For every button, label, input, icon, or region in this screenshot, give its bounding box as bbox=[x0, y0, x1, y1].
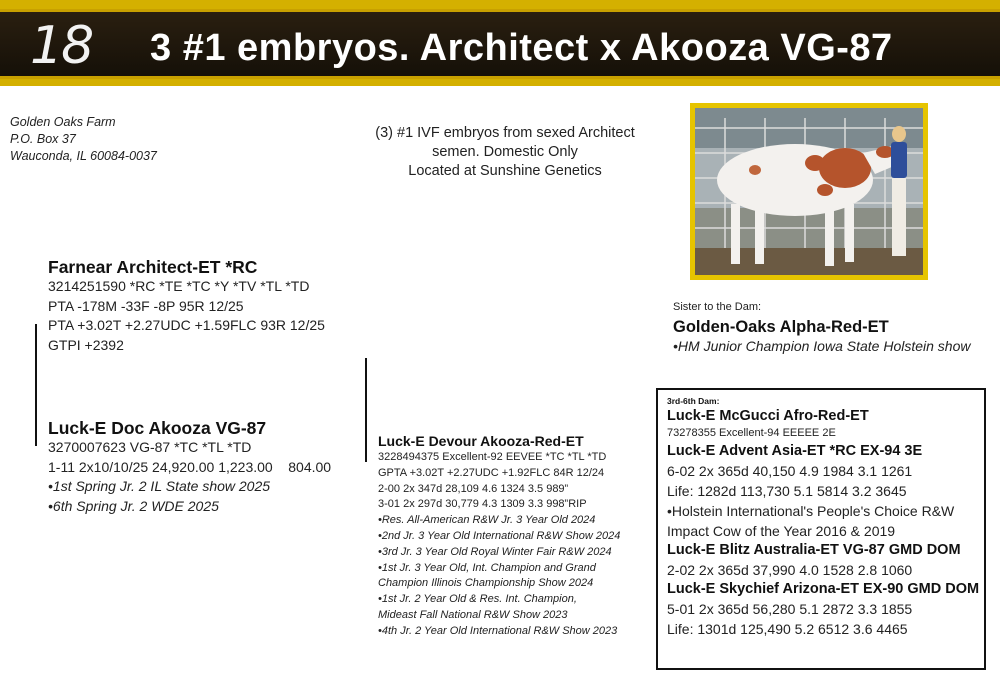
dam-line: 3270007623 VG-87 *TC *TL *TD bbox=[48, 439, 252, 455]
consignor-address-line: P.O. Box 37 bbox=[10, 132, 76, 146]
sister-name: Golden-Oaks Alpha-Red-ET bbox=[673, 318, 889, 336]
fourth-dam-line: Life: 1282d 113,730 5.1 5814 3.2 3645 bbox=[667, 483, 907, 499]
sixth-dam-line: 5-01 2x 365d 56,280 5.1 2872 3.3 1855 bbox=[667, 601, 913, 617]
lot-title: 3 #1 embryos. Architect x Akooza VG-87 bbox=[150, 27, 893, 69]
mgd-line: GPTA +3.02T +2.27UDC +1.92FLC 84R 12/24 bbox=[378, 466, 605, 479]
fourth-dam-line: 6-02 2x 365d 40,150 4.9 1984 3.1 1261 bbox=[667, 463, 913, 479]
consignor-city-line: Wauconda, IL 60084-0037 bbox=[10, 149, 157, 163]
mgd-line: 3228494375 Excellent-92 EEVEE *TC *TL *TD bbox=[378, 451, 607, 463]
further-dams-box bbox=[656, 388, 986, 670]
mgd-name: Luck-E Devour Akooza-Red-ET bbox=[378, 433, 584, 449]
pedigree-connector-line bbox=[35, 324, 37, 446]
mgd-line: 2-00 2x 347d 28,109 4.6 1324 3.5 989” bbox=[378, 482, 569, 495]
offering-line: Located at Sunshine Genetics bbox=[408, 163, 602, 179]
third-dam-line: 73278355 Excellent-94 EEEEE 2E bbox=[667, 427, 836, 439]
consignor-block bbox=[10, 114, 157, 165]
mgd-achievement: Champion Illinois Championship Show 2024 bbox=[378, 577, 594, 590]
mgd-achievement: Mideast Fall National R&W Show 2023 bbox=[378, 608, 568, 621]
sixth-dam-line: Life: 1301d 125,490 5.2 6512 3.6 4465 bbox=[667, 621, 908, 637]
offering-description bbox=[330, 124, 680, 181]
sire-block bbox=[48, 257, 325, 355]
cow-photo-frame bbox=[690, 103, 928, 280]
mgd-line: 3-01 2x 297d 30,779 4.3 1309 3.3 998”RIP bbox=[378, 498, 587, 511]
mgd-achievement: •3rd Jr. 3 Year Old Royal Winter Fair R&W 2024 bbox=[378, 545, 612, 558]
dam-line: •1st Spring Jr. 2 IL State show 2025 bbox=[48, 478, 271, 494]
sire-line: PTA +3.02T +2.27UDC +1.59FLC 93R 12/25 bbox=[48, 317, 325, 333]
dam-name: Luck-E Doc Akooza VG-87 bbox=[48, 418, 267, 438]
maternal-grand-dam-block bbox=[378, 433, 620, 640]
mgd-achievement: •1st Jr. 2 Year Old & Res. Int. Champion, bbox=[378, 593, 577, 606]
sister-note: •HM Junior Champion Iowa State Holstein show bbox=[673, 338, 971, 354]
fourth-dam-line: •Holstein International's People's Choice R&W bbox=[667, 503, 955, 519]
sixth-dam-name: Luck-E Skychief Arizona-ET EX-90 GMD DOM bbox=[667, 581, 980, 597]
sister-block bbox=[673, 300, 970, 357]
cow-photo bbox=[695, 108, 923, 275]
mgd-achievement: •4th Jr. 2 Year Old International R&W Show 2023 bbox=[378, 624, 618, 637]
dam-line: •6th Spring Jr. 2 WDE 2025 bbox=[48, 497, 219, 514]
offering-line: (3) #1 IVF embryos from sexed Architect bbox=[375, 125, 635, 141]
lot-number: 18 bbox=[30, 16, 93, 76]
third-dam-name: Luck-E McGucci Afro-Red-ET bbox=[667, 408, 869, 424]
mgd-achievement: •Res. All-American R&W Jr. 3 Year Old 2024 bbox=[378, 514, 596, 527]
further-dams-caption: 3rd-6th Dam: bbox=[667, 396, 720, 406]
pedigree-connector-line bbox=[365, 358, 367, 462]
offering-line: semen. Domestic Only bbox=[432, 144, 578, 160]
fourth-dam-line: Impact Cow of the Year 2016 & 2019 bbox=[667, 523, 896, 539]
sire-name: Farnear Architect-ET *RC bbox=[48, 257, 258, 277]
sire-line: GTPI +2392 bbox=[48, 336, 124, 353]
mgd-achievement: •2nd Jr. 3 Year Old International R&W Show 2024 bbox=[378, 529, 621, 542]
consignor-name: Golden Oaks Farm bbox=[10, 115, 116, 129]
fifth-dam-name: Luck-E Blitz Australia-ET VG-87 GMD DOM bbox=[667, 542, 961, 558]
fifth-dam-line: 2-02 2x 365d 37,990 4.0 1528 2.8 1060 bbox=[667, 562, 913, 578]
mgd-achievement: •1st Jr. 3 Year Old, Int. Champion and Grand bbox=[378, 561, 596, 574]
sister-caption: Sister to the Dam: bbox=[673, 301, 762, 313]
dam-block bbox=[48, 418, 331, 516]
header-band bbox=[0, 0, 1000, 86]
sire-line: 3214251590 *RC *TE *TC *Y *TV *TL *TD bbox=[48, 278, 310, 294]
header-title-bar bbox=[0, 9, 1000, 79]
dam-line: 1-11 2x10/10/25 24,920.00 1,223.00 804.00 bbox=[48, 458, 332, 475]
fourth-dam-name: Luck-E Advent Asia-ET *RC EX-94 3E bbox=[667, 443, 923, 459]
sire-line: PTA -178M -33F -8P 95R 12/25 bbox=[48, 297, 244, 314]
